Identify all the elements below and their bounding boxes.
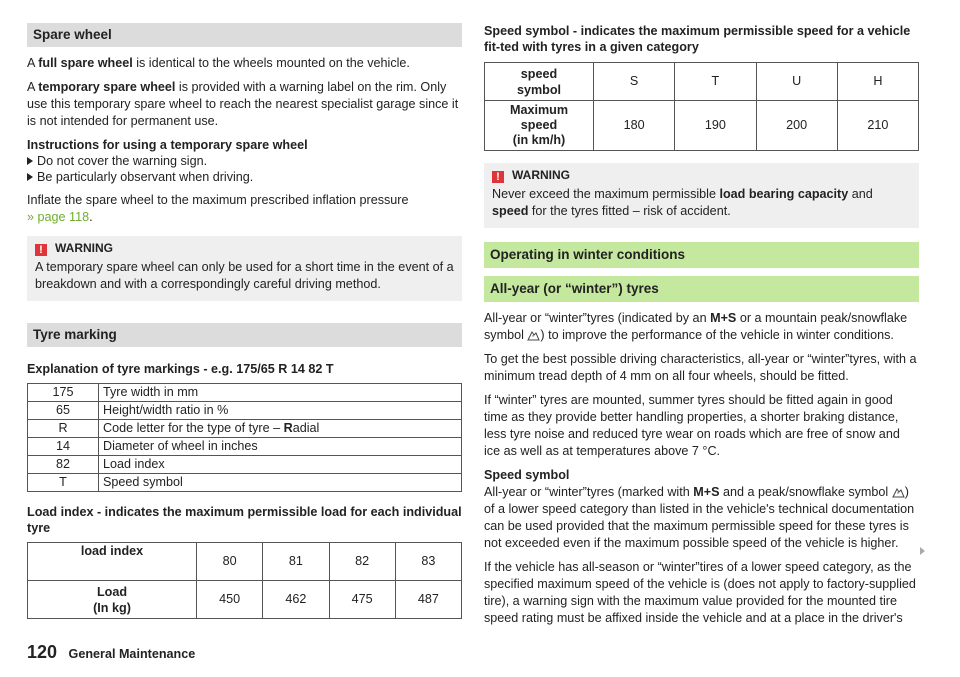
text: Load (96, 584, 128, 599)
bold-text: M+S (693, 485, 720, 499)
text: and a peak/snowflake symbol (719, 485, 892, 499)
exclamation-icon: ! (492, 171, 504, 183)
table-cell: 200 (756, 101, 837, 151)
left-column (27, 23, 462, 619)
paragraph-inflate (27, 192, 462, 226)
table-cell: Diameter of wheel in inches (99, 438, 462, 456)
section-header-all-year-tyres: All-year (or “winter”) tyres (484, 276, 919, 302)
table-cell: 83 (395, 543, 461, 581)
table-header-cell (485, 101, 594, 151)
text: (in km/h) (512, 133, 566, 147)
page-footer (27, 642, 195, 663)
table-cell: Height/width ratio in % (99, 402, 462, 420)
speed-symbol-heading: Speed symbol - indicates the maximum permissible speed for a vehicle fit-ted with tyres in a given category (484, 24, 911, 54)
table-cell: 190 (675, 101, 756, 151)
table-cell: 462 (263, 581, 329, 619)
table-cell: Load index (99, 456, 462, 474)
list-item (27, 169, 462, 185)
table-cell: 210 (837, 101, 918, 151)
text: Never exceed the maximum permissible (492, 187, 720, 201)
table-cell: 175 (28, 384, 99, 402)
warning-text (492, 186, 911, 220)
table-row (485, 101, 919, 151)
mountain-snowflake-icon (527, 329, 540, 341)
text: (In kg) (93, 600, 131, 615)
table-cell: 80 (197, 543, 263, 581)
warning-title (492, 168, 911, 183)
table-cell: H (837, 63, 918, 101)
table-row (28, 581, 462, 619)
tyre-markings-heading: Explanation of tyre markings - e.g. 175/65 R 14 82 T (27, 362, 334, 376)
speed-symbol-table (484, 62, 919, 151)
load-index-heading: Load index - indicates the maximum permissible load for each individual tyre (27, 505, 462, 535)
paragraph-summer-tyres: If “winter” tyres are mounted, summer tyres should be fitted again in good time as they provide better handling properties, a shorter braking distance, less tyre noise and reduced tyre wear on roads which are free of snow and ice as well as at temperatures above 7 °C. (484, 393, 900, 458)
page-number: 120 (27, 642, 58, 662)
table-row (485, 63, 919, 101)
bold-text: temporary spare wheel (38, 80, 176, 94)
mountain-snowflake-icon (892, 486, 905, 498)
bold-text: M+S (710, 311, 737, 325)
right-column (484, 23, 919, 634)
table-cell: 14 (28, 438, 99, 456)
paragraph-speed-symbol (484, 484, 919, 552)
paragraph-full-spare (27, 55, 462, 72)
text: or a mountain peak/snowflake symbol (484, 311, 908, 342)
list-item-text: Do not cover the warning sign. (37, 154, 208, 168)
exclamation-icon: ! (35, 244, 47, 256)
list-item (27, 153, 462, 169)
table-cell: T (675, 63, 756, 101)
table-cell: Speed symbol (99, 474, 462, 492)
table-header-cell: load index (28, 543, 197, 581)
bold-text: R (283, 421, 293, 435)
table-row (28, 402, 462, 420)
table-row (28, 438, 462, 456)
table-header-cell (485, 63, 594, 101)
text: All-year or “winter”tyres (marked with (484, 485, 694, 499)
table-cell: 81 (263, 543, 329, 581)
text: . (89, 210, 93, 224)
text: is identical to the wheels mounted on the vehicle. (132, 56, 410, 70)
text: speed (520, 66, 558, 81)
table-cell: 82 (28, 456, 99, 474)
table-row (28, 384, 462, 402)
section-title: General Maintenance (68, 647, 196, 661)
text: All-year or “winter”tyres (indicated by an (484, 311, 711, 325)
text: symbol (516, 82, 562, 97)
table-cell: R (28, 420, 99, 438)
section-header-winter: Operating in winter conditions (484, 242, 919, 268)
warning-title (35, 241, 454, 256)
table-cell (99, 420, 462, 438)
text: ) to improve the performance of the vehicle in winter conditions. (540, 328, 894, 342)
warning-box (484, 163, 919, 228)
warning-box (27, 236, 462, 301)
table-cell: Tyre width in mm (99, 384, 462, 402)
load-index-table (27, 542, 462, 619)
list-item-text: Be particularly observant when driving. (37, 170, 254, 184)
bold-text: load bearing capacity (719, 187, 849, 201)
text: Code letter for the type of tyre – (103, 421, 284, 435)
table-cell: 450 (197, 581, 263, 619)
text: A (27, 56, 39, 70)
paragraph-lower-speed: If the vehicle has all-season or “winter”tires of a lower speed category, as the specified maximum speed of the vehicle is (does not apply to factory-supplied tire), a warning sign with the maximum value provided for the mounted tire speed rating must be affixed inside the vehicle and at a place in the driver's (484, 560, 916, 625)
bullet-arrow-icon (27, 157, 33, 165)
tyre-marking-table (27, 383, 462, 492)
paragraph-all-year (484, 310, 919, 344)
svg-text:*: * (896, 492, 899, 498)
table-cell: S (594, 63, 675, 101)
text: ) of a lower speed category than listed in the vehicle's technical documentation can be used provided that the maximum permissible speed for these tyres is not exceeded even if the maximum possible speed of the vehicle is higher. (484, 485, 915, 550)
page-link[interactable]: » page 118 (27, 210, 90, 224)
text: Inflate the spare wheel to the maximum prescribed inflation pressure (27, 193, 409, 207)
table-header-cell (28, 581, 197, 619)
table-row (28, 543, 462, 581)
warning-title-text: WARNING (512, 168, 570, 182)
table-cell: T (28, 474, 99, 492)
table-cell: 180 (594, 101, 675, 151)
table-row (28, 456, 462, 474)
table-cell: U (756, 63, 837, 101)
table-row (28, 420, 462, 438)
text: is provided with a warning label on the rim. Only use this temporary spare wheel to reach the nearest specialist garage since it is not intended for permanent use. (27, 80, 459, 128)
text: adial (292, 421, 320, 435)
table-cell: 65 (28, 402, 99, 420)
paragraph-temporary-spare (27, 79, 462, 130)
speed-symbol-subheading: Speed symbol (484, 468, 570, 482)
section-header-tyre-marking: Tyre marking (27, 323, 462, 347)
text: A (27, 80, 39, 94)
text: and (848, 187, 873, 201)
bullet-arrow-icon (27, 173, 33, 181)
table-cell: 82 (329, 543, 395, 581)
paragraph-best-driving: To get the best possible driving characteristics, all-year or “winter”tyres, with a minimum tread depth of 4 mm on all four wheels, should be fitted. (484, 352, 917, 383)
table-row (28, 474, 462, 492)
warning-text: A temporary spare wheel can only be used for a short time in the event of a breakdown and with a correspondingly careful driving method. (35, 260, 454, 291)
continue-arrow-icon (920, 547, 925, 555)
warning-title-text: WARNING (55, 241, 113, 255)
svg-text:*: * (532, 335, 535, 341)
table-cell: 475 (329, 581, 395, 619)
bold-text: speed (492, 204, 529, 218)
bold-text: full spare wheel (38, 56, 133, 70)
text: for the tyres fitted – risk of accident. (528, 204, 731, 218)
table-cell: 487 (395, 581, 461, 619)
text: speed (520, 118, 558, 132)
section-header-spare-wheel: Spare wheel (27, 23, 462, 47)
instructions-heading: Instructions for using a temporary spare wheel (27, 138, 308, 152)
text: Maximum (509, 103, 569, 117)
